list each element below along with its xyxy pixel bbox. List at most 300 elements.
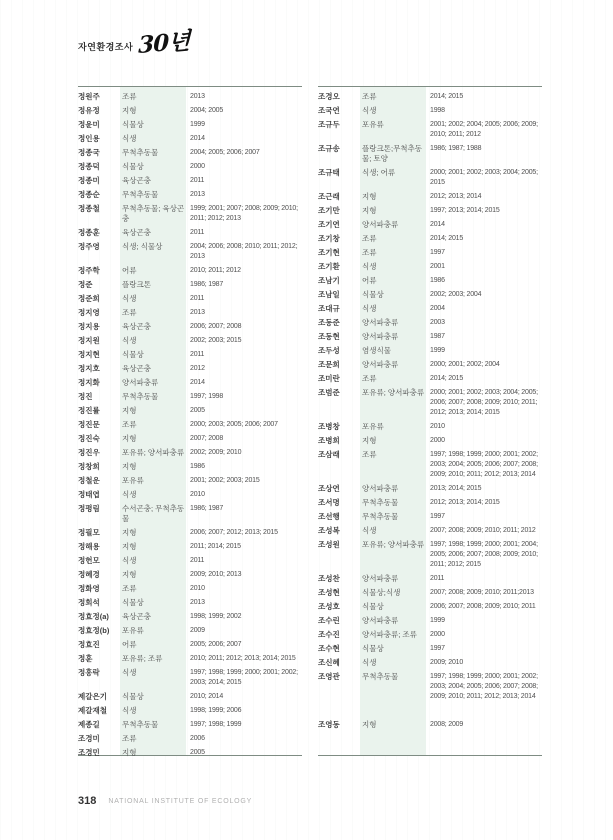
researcher-name: 조성호 [318,602,340,611]
researcher-name: 정해용 [78,542,100,551]
survey-years: 2000; 2001; 2002; 2004 [430,361,500,368]
researcher-name: 조병희 [318,436,340,445]
taxon-category: 양서파충류 [362,616,399,625]
researcher-name: 정지영 [78,308,100,317]
taxon-category: 조류 [122,92,137,101]
taxon-category: 식생 [362,526,377,535]
researcher-name: 정효정(b) [78,626,110,635]
researcher-name: 정종미 [78,176,100,185]
table-row [318,600,542,614]
taxon-category: 식생 [362,658,377,667]
table-row [318,316,542,330]
table-row [78,278,302,292]
taxon-category: 조류 [122,420,137,429]
survey-years: 1997 [430,513,445,520]
taxon-category: 식물상 [122,162,144,171]
taxon-category: 양서파충류 [362,332,399,341]
taxon-category: 포유류 [122,626,144,635]
taxon-category: 식물상 [122,350,144,359]
survey-years: 2010; 2011; 2012; 2013; 2014; 2015 [190,655,296,662]
researcher-name: 조기현 [318,248,340,257]
researcher-name: 조경민 [78,748,100,757]
researcher-name: 정지원 [78,336,100,345]
survey-years: 2000 [190,163,205,170]
survey-years: 2009; 2010 [430,659,464,666]
survey-years: 2013 [190,309,205,316]
survey-years: 2006; 2007; 2008; 2009; 2010; 2011 [430,603,536,610]
survey-years: 2006 [190,735,205,742]
researcher-name: 정진률 [78,406,100,415]
table-row [78,376,302,390]
researcher-name: 정혜경 [78,570,100,579]
table-row [318,344,542,358]
taxon-category: 무척추동물 [362,672,399,681]
taxon-category: 지형 [122,542,137,551]
survey-years: 2008; 2009 [430,721,464,728]
survey-years: 2004 [430,305,445,312]
survey-years: 2001 [430,263,445,270]
researcher-name: 조남기 [318,276,340,285]
table-row [318,386,542,420]
table-row [78,146,302,160]
survey-years: 2013 [190,191,205,198]
taxon-category: 지형 [122,528,137,537]
table-row [78,104,302,118]
survey-years: 2006; 2007; 2012; 2013; 2015 [190,529,278,536]
table-row [318,204,542,218]
survey-years: 2004; 2006; 2008; 2010; 2011; 2012; 2013 [190,243,298,260]
survey-years: 2014 [190,379,205,386]
survey-years: 2000 [430,437,445,444]
table-row [318,482,542,496]
table-row [318,166,542,190]
survey-years: 2013 [190,93,205,100]
researcher-name: 정원주 [78,92,100,101]
survey-years: 2001; 2002; 2004; 2005; 2006; 2009; 2010; 2011; 2012 [430,121,538,138]
researcher-name: 조기만 [318,206,340,215]
survey-years: 2007; 2008; 2009; 2010; 2011;2013 [430,589,534,596]
survey-years: 2005 [190,749,205,756]
survey-years: 1986; 1987; 1988 [430,145,482,152]
taxon-category: 식물상 [362,602,384,611]
taxon-category: 식생; 식물상 [122,242,163,251]
taxon-category: 포유류 [362,422,384,431]
taxon-category: 조류 [362,248,377,257]
survey-years: 1997; 1998; 1999; 2000; 2001; 2002; 2003; 2004; 2005; 2006; 2007; 2008; 2009; 2010; 2011; 2012; 2013; 2014 [430,451,538,478]
survey-years: 2012; 2013; 2014 [430,193,482,200]
taxon-category: 식생 [122,294,137,303]
taxon-category: 식생 [122,668,137,677]
institute-name: NATIONAL INSTITUTE OF ECOLOGY [108,798,253,805]
survey-years: 1997 [430,249,445,256]
survey-years: 1997; 2013; 2014; 2015 [430,207,500,214]
table-row [318,288,542,302]
taxon-category: 육상곤충 [122,322,151,331]
taxon-category: 육상곤충 [122,364,151,373]
researcher-name: 정흥락 [78,668,100,677]
table-row [318,448,542,482]
researcher-name: 조영관 [318,672,340,681]
table-row [78,568,302,582]
survey-years: 2011 [430,575,445,582]
researcher-name: 정진숙 [78,434,100,443]
table-row [318,246,542,260]
taxon-category: 지형 [122,748,137,757]
index-table-right [318,86,542,756]
survey-years: 2010 [430,423,445,430]
survey-years: 1999 [190,121,205,128]
researcher-name: 조규송 [318,144,340,153]
table-row [78,174,302,188]
taxon-category: 지형 [362,206,377,215]
table-row [78,306,302,320]
taxon-category: 플랑크톤 [122,280,151,289]
table-row [78,432,302,446]
taxon-category: 무척추동물 [122,720,159,729]
table-row [78,446,302,460]
researcher-name: 조성복 [318,526,340,535]
survey-years: 2005 [190,407,205,414]
survey-years: 1997; 1998; 1999; 2000; 2001; 2002; 2003; 2014; 2015 [190,669,298,686]
table-row [78,188,302,202]
taxon-category: 식물상 [122,598,144,607]
table-row [78,596,302,610]
researcher-name: 조수진 [318,630,340,639]
survey-years: 2011 [190,177,205,184]
survey-years: 1986; 1987 [190,505,224,512]
table-row [78,264,302,278]
table-row [318,302,542,316]
researcher-name: 정윤미 [78,120,100,129]
researcher-name: 제갈재철 [78,706,107,715]
researcher-name: 정지화 [78,378,100,387]
researcher-name: 정종순 [78,190,100,199]
table-row [78,132,302,146]
table-row [318,614,542,628]
survey-years: 1997 [430,645,445,652]
taxon-category: 조류 [362,92,377,101]
researcher-name: 조성현 [318,588,340,597]
survey-years: 2011 [190,229,205,236]
taxon-category: 양서파충류 [362,484,399,493]
taxon-category: 식생 [122,706,137,715]
researcher-name: 정화영 [78,584,100,593]
researcher-name: 정훈 [78,654,93,663]
taxon-category: 무척추동물 [362,498,399,507]
table-row [318,642,542,656]
table-row [318,330,542,344]
survey-years: 2014 [190,135,205,142]
table-row [318,118,542,142]
taxon-category: 무척추동물 [122,392,159,401]
researcher-name: 조병창 [318,422,340,431]
table-row [78,160,302,174]
table-row [78,526,302,540]
taxon-category: 양서파충류 [362,574,399,583]
table-row [78,746,302,760]
taxon-category: 지형 [122,434,137,443]
taxon-category: 포유류 [122,476,144,485]
researcher-name: 조수현 [318,644,340,653]
page-footer [78,791,252,809]
taxon-category: 지형 [122,106,137,115]
table-row [78,362,302,376]
researcher-name: 조대규 [318,304,340,313]
taxon-category: 식생 [362,262,377,271]
researcher-name: 조기연 [318,220,340,229]
table-row [78,666,302,690]
taxon-category: 수서곤충; 무척추동물 [122,504,185,523]
table-row [318,586,542,600]
table-row [318,538,542,572]
table-row [78,292,302,306]
researcher-name: 조기환 [318,262,340,271]
researcher-name: 조근래 [318,192,340,201]
researcher-name: 조상연 [318,484,340,493]
survey-years: 1998; 1999; 2006 [190,707,242,714]
table-row [318,372,542,386]
researcher-name: 정종철 [78,204,100,213]
table-row [78,732,302,746]
researcher-name: 조경오 [318,92,340,101]
researcher-name: 정지용 [78,322,100,331]
survey-years: 2007; 2008 [190,435,224,442]
taxon-category: 식생 [122,490,137,499]
survey-years: 2011; 2014; 2015 [190,543,241,550]
survey-years: 2010; 2011; 2012 [190,267,241,274]
table-row [318,90,542,104]
taxon-category: 포유류; 양서파충류 [362,388,425,397]
survey-years: 2013 [190,599,205,606]
researcher-name: 정헌모 [78,556,100,565]
researcher-name: 조동현 [318,332,340,341]
table-row [318,656,542,670]
table-row [318,358,542,372]
taxon-category: 양서파충류 [122,378,159,387]
taxon-category: 무척추동물; 육상곤충 [122,204,185,223]
researcher-name: 정종덕 [78,162,100,171]
table-row [318,628,542,642]
researcher-name: 조동준 [318,318,340,327]
survey-years: 2004; 2005; 2006; 2007 [190,149,260,156]
researcher-name: 조국연 [318,106,340,115]
table-row [318,142,542,166]
taxon-category: 어류 [122,640,137,649]
table-row [78,554,302,568]
table-row [318,190,542,204]
survey-years: 1987 [430,333,445,340]
taxon-category: 조류 [122,584,137,593]
survey-years: 1997; 1998; 1999; 2000; 2001; 2002; 2003; 2004; 2005; 2006; 2007; 2008; 2009; 2010; 2011; 2012; 2013; 2014 [430,673,538,700]
table-row [318,572,542,586]
table-row [78,90,302,104]
researcher-name: 조규두 [318,120,340,129]
survey-years: 1997; 1998; 1999; 2000; 2001; 2004; 2005; 2006; 2007; 2008; 2009; 2010; 2011; 2012; 2015 [430,541,538,568]
researcher-name: 정효정(a) [78,612,109,621]
researcher-name: 정효진 [78,640,100,649]
taxon-category: 육상곤충 [122,176,151,185]
survey-years: 2005; 2006; 2007 [190,641,242,648]
table-row [318,104,542,118]
survey-years: 1986; 1987 [190,281,224,288]
survey-years: 1998 [430,107,445,114]
taxon-category: 지형 [122,462,137,471]
researcher-name: 정철운 [78,476,100,485]
survey-years: 2000; 2003; 2005; 2006; 2007 [190,421,278,428]
researcher-name: 정종훈 [78,228,100,237]
table-row [78,704,302,718]
survey-years: 2014; 2015 [430,375,464,382]
researcher-name: 정회석 [78,598,100,607]
taxon-category: 식물상;식생 [362,588,401,597]
survey-years: 1997; 1998; 1999 [190,721,242,728]
taxon-category: 무척추동물 [122,190,159,199]
taxon-category: 양서파충류 [362,220,399,229]
researcher-name: 정지호 [78,364,100,373]
survey-years: 2010; 2014 [190,693,224,700]
researcher-name: 조신혜 [318,658,340,667]
survey-years: 2010 [190,491,205,498]
researcher-name: 조영동 [318,720,340,729]
table-row [78,404,302,418]
researcher-name: 정유정 [78,106,100,115]
table-row [318,232,542,246]
table-row [78,652,302,666]
survey-years: 2011 [190,351,205,358]
taxon-category: 식생 [362,304,377,313]
survey-years: 1999; 2001; 2007; 2008; 2009; 2010; 2011; 2012; 2013 [190,205,298,222]
taxon-category: 육상곤충 [122,228,151,237]
taxon-category: 식생 [122,134,137,143]
taxon-category: 식물상 [122,692,144,701]
taxon-category: 식물상 [362,644,384,653]
table-row [78,320,302,334]
taxon-category: 양서파충류 [362,318,399,327]
researcher-name: 정창희 [78,462,100,471]
researcher-name: 조두성 [318,346,340,355]
taxon-category: 조류 [362,234,377,243]
table-row [318,434,542,448]
researcher-name: 정진우 [78,448,100,457]
researcher-name: 정진문 [78,420,100,429]
researcher-name: 정지현 [78,350,100,359]
taxon-category: 식생; 어류 [362,168,396,177]
taxon-category: 포유류 [362,120,384,129]
researcher-name: 정주영 [78,242,100,251]
taxon-category: 어류 [362,276,377,285]
researcher-name: 정준 [78,280,93,289]
survey-years: 2000 [430,631,445,638]
survey-years: 2014 [430,221,445,228]
taxon-category: 조류 [122,308,137,317]
table-row [78,690,302,704]
survey-years: 2011 [190,295,205,302]
taxon-category: 지형 [362,720,377,729]
table-row [318,274,542,288]
table-row [78,488,302,502]
table-row [78,348,302,362]
taxon-category: 양서파충류 [362,360,399,369]
researcher-name: 조경미 [78,734,100,743]
survey-years: 2014; 2015 [430,93,464,100]
table-row [78,540,302,554]
taxon-category: 양서파충류; 조류 [362,630,417,639]
researcher-name: 조수린 [318,616,340,625]
index-table-left [78,86,302,756]
researcher-name: 정진 [78,392,93,401]
taxon-category: 무척추동물 [362,512,399,521]
table-row [78,638,302,652]
taxon-category: 지형 [362,192,377,201]
table-row [318,496,542,510]
researcher-name: 정주학 [78,266,100,275]
table-row [78,118,302,132]
taxon-category: 포유류; 조류 [122,654,163,663]
researcher-name: 조삼래 [318,450,340,459]
researcher-name: 조선행 [318,512,340,521]
taxon-category: 식생 [122,336,137,345]
taxon-category: 조류 [362,374,377,383]
survey-years: 2014; 2015 [430,235,464,242]
survey-years: 2000; 2001; 2002; 2003; 2004; 2005; 2006; 2007; 2008; 2009; 2010; 2011; 2012; 2013; 2014; 2015 [430,389,538,416]
researcher-name: 정태엽 [78,490,100,499]
survey-years: 2012 [190,365,205,372]
taxon-category: 무척추동물 [122,148,159,157]
researcher-name: 조남일 [318,290,340,299]
researcher-name: 조서명 [318,498,340,507]
taxon-category: 식물상 [362,290,384,299]
taxon-category: 육상곤충 [122,612,151,621]
survey-years: 1986 [190,463,205,470]
survey-years: 2002; 2009; 2010 [190,449,242,456]
survey-years: 2007; 2008; 2009; 2010; 2011; 2012 [430,527,536,534]
researcher-name: 조규태 [318,168,340,177]
researcher-name: 정평림 [78,504,100,513]
survey-years: 2012; 2013; 2014; 2015 [430,499,500,506]
survey-years: 2002; 2003; 2015 [190,337,242,344]
researcher-name: 조범준 [318,388,340,397]
taxon-category: 플랑크톤;무척추동물; 토양 [362,144,423,163]
taxon-category: 포유류; 양서파충류 [122,448,185,457]
survey-years: 2011 [190,557,205,564]
survey-years: 2010 [190,585,205,592]
taxon-category: 지형 [122,406,137,415]
survey-years: 1999 [430,347,445,354]
table-row [78,202,302,226]
table-row [78,390,302,404]
series-title: 자연환경조사 [78,42,134,52]
taxon-category: 조류 [362,450,377,459]
table-row [78,582,302,596]
researcher-name: 조성원 [318,540,340,549]
table-row [78,460,302,474]
researcher-name: 정인용 [78,134,100,143]
table-rows-left [78,87,302,760]
survey-years: 1999 [430,617,445,624]
table-row [318,670,542,704]
table-row [318,260,542,274]
researcher-name: 조기창 [318,234,340,243]
table-rows-right [318,87,542,732]
table-row [78,418,302,432]
table-row [78,624,302,638]
researcher-name: 조미란 [318,374,340,383]
table-row [318,218,542,232]
table-row [318,420,542,434]
table-row [78,718,302,732]
taxon-category: 포유류; 양서파충류 [362,540,425,549]
taxon-category: 어류 [122,266,137,275]
